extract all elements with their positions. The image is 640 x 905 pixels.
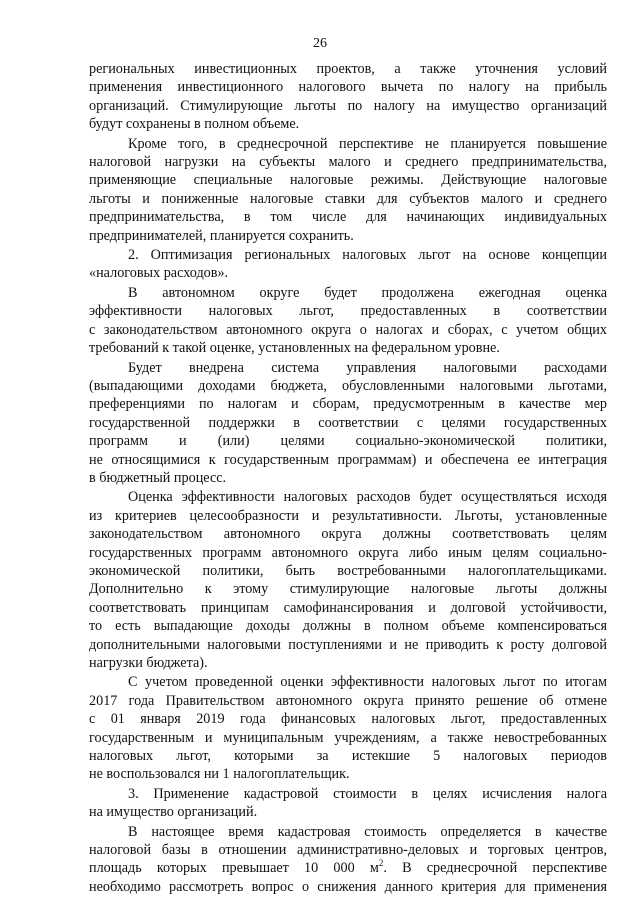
text-line: будут сохранены в полном объеме. — [89, 116, 300, 133]
text-line: законодательством автономного округа должны соответствовать целям — [89, 526, 607, 543]
text-line: (выпадающими доходами бюджета, обусловленными налоговыми льготами, — [89, 377, 607, 394]
text-line: государственным и муниципальным учреждениям, а также невостребованных — [89, 729, 607, 746]
paragraph — [89, 673, 607, 783]
text-line: необходимо рассмотреть вопрос о снижения данного критерия для применения — [89, 878, 607, 895]
text-line: предпринимательства, в том числе для начинающих индивидуальных — [89, 209, 607, 226]
text-line: государственных программ автономного округа либо иным целям социально- — [89, 544, 607, 561]
text-line: дополнительными налоговыми поступлениями и не приводить к росту долговой — [89, 636, 607, 653]
text-line: Оценка эффективности налоговых расходов будет осуществляться исходя — [128, 489, 607, 506]
text-line: программ и (или) целями социально-экономической политики, — [89, 433, 607, 450]
text-line-with-superscript — [89, 859, 607, 877]
text-line: с законодательством автономного округа о налогах и сборах, с учетом общих — [89, 321, 607, 338]
text-line: региональных инвестиционных проектов, а также уточнения условий — [89, 61, 607, 77]
text-line: Будет внедрена система управления налоговыми расходами — [128, 359, 607, 376]
text-line: на имущество организаций. — [89, 804, 258, 821]
text-line: 2017 года Правительством автономного округа принято решение об отмене — [89, 692, 607, 709]
text-line: налоговой базы в отношении административно-деловых и торговых центров, — [89, 842, 607, 859]
text-line: В настоящее время кадастровая стоимость определяется в качестве — [128, 823, 607, 840]
text-line: соответствовать принципам самофинансирования и долговой устойчивости, — [89, 599, 607, 616]
text-line: нагрузки бюджета). — [89, 655, 208, 671]
page-number: 26 — [313, 36, 327, 51]
text-line: в бюджетный процесс. — [89, 469, 227, 486]
text-line: льготы и пониженные налоговые ставки для субъектов малого и среднего — [89, 190, 607, 207]
paragraph — [89, 785, 607, 822]
text-line: В автономном округе будет продолжена ежегодная оценка — [128, 284, 607, 301]
text-line: преференциями по налогам и сборам, предусмотренным в качестве мер — [89, 396, 607, 413]
paragraph — [89, 284, 607, 358]
paragraph — [89, 246, 607, 283]
text-line: «налоговых расходов». — [89, 265, 229, 282]
text-line: организаций. Стимулирующие льготы по налогу на имущество организаций — [89, 97, 607, 114]
text-line: 3. Применение кадастровой стоимости в целях исчисления налога — [128, 785, 607, 802]
text-line: эффективности налоговых льгот, предоставленных в соответствии — [89, 303, 607, 320]
text-line: с 01 января 2019 года финансовых налоговых льгот, предоставленных — [89, 711, 607, 728]
text-fragment: . В среднесрочной перспективе — [383, 860, 607, 877]
paragraph — [89, 60, 607, 134]
document-body — [89, 60, 607, 897]
text-line: 2. Оптимизация региональных налоговых льгот на основе концепции — [128, 247, 607, 264]
paragraph — [89, 488, 607, 672]
text-line: не воспользовался ни 1 налогоплательщик. — [89, 766, 350, 783]
text-line: Дополнительно к этому стимулирующие налоговые льготы должны — [89, 581, 607, 598]
text-line: то есть выпадающие доходы должны в полном объеме компенсироваться — [89, 618, 607, 635]
text-line: налоговых льгот, которыми за истекшие 5 налоговых периодов — [89, 748, 607, 765]
text-line: требований к такой оценке, установленных на федеральном уровне. — [89, 340, 500, 357]
text-line: применения инвестиционного налогового вычета по налогу на прибыль — [89, 79, 607, 96]
paragraph — [89, 135, 607, 245]
paragraph — [89, 359, 607, 488]
superscript: 2 — [378, 859, 384, 869]
text-line: применяющие специальные налоговые режимы. Действующие налоговые — [89, 172, 607, 189]
text-line: С учетом проведенной оценки эффективности налоговых льгот по итогам — [128, 674, 607, 691]
text-line: экономической политики, быть востребованными налогоплательщиками. — [89, 562, 607, 579]
text-line: Кроме того, в среднесрочной перспективе не планируется повышение — [128, 135, 607, 152]
text-fragment: площадь которых превышает 10 000 м — [89, 860, 379, 877]
text-line: налоговой нагрузки на субъекты малого и среднего предпринимательства, — [89, 154, 607, 171]
text-line: не относящимися к государственным программам) и обеспечена ее интеграция — [89, 451, 607, 468]
text-line: государственной поддержки в соответствии с целями государственных — [89, 414, 607, 431]
text-line: из критериев целесообразности и результативности. Льготы, установленные — [89, 507, 607, 524]
text-line: предпринимателей, планируется сохранить. — [89, 227, 354, 244]
paragraph — [89, 823, 607, 897]
